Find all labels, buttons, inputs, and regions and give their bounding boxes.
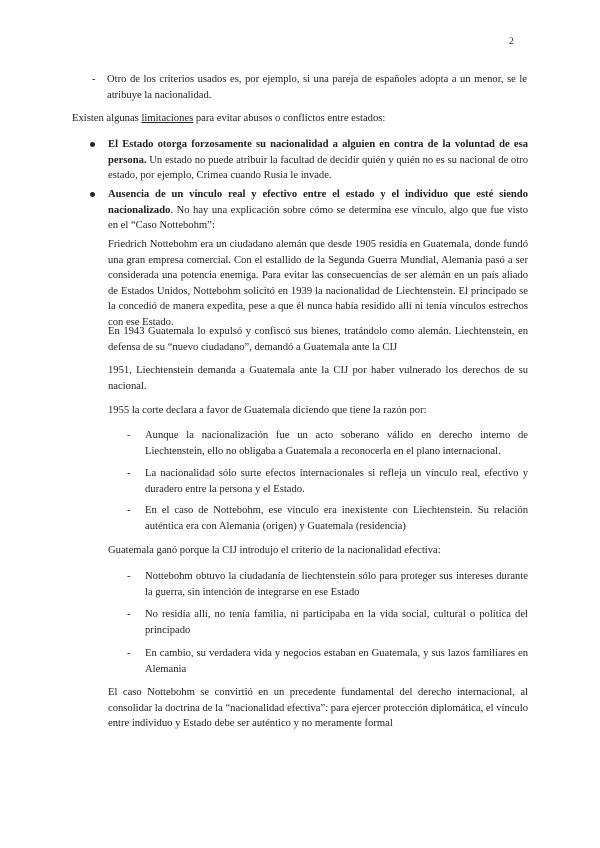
intro-before: Existen algunas	[72, 113, 142, 124]
reason-item: Aunque la nacionalización fue un acto soberano válido en derecho interno de Liechtenstein, ello no obligaba a Guatemala a reconocerla en el plano internacional.	[145, 430, 528, 457]
effective-item: Nottebohm obtuvo la ciudadanía de liechtenstein sólo para proteger sus intereses durante la guerra, sin intención de integrarse en ese Estado	[145, 571, 528, 598]
page-number: 2	[509, 37, 514, 47]
paragraph-1951-lawsuit: 1951, Liechtenstein demanda a Guatemala ante la CIJ por haber vulnerado los derechos de su nacional.	[108, 365, 528, 392]
bullet-dot-icon	[90, 192, 95, 197]
dash-marker: -	[127, 571, 131, 582]
dash-marker: -	[127, 430, 131, 441]
bullet2-rest: . No hay una explicación sobre cómo se determina ese vínculo, algo que fue visto en el “Caso Nottebohm”:	[108, 204, 528, 231]
bullet-real-link	[108, 187, 528, 234]
dash-marker: -	[92, 74, 96, 85]
effective-item: No residía allí, no tenía familia, ni participaba en la vida social, cultural o política del principado	[145, 609, 528, 636]
effective-item: En cambio, su verdadera vida y negocios estaban en Guatemala, y sus lazos familiares en Alemania	[145, 648, 528, 675]
bullet-dot-icon	[90, 142, 95, 147]
bullet2-bold: Ausencia de un vínculo real y efectivo entre el estado y el individuo que esté siendo nacionalizado	[108, 189, 528, 216]
paragraph-nottebohm-background: Friedrich Nottebohm era un ciudadano alemán que desde 1905 residía en Guatemala, donde fundó una gran empresa comercial. Con el estallido de la Segunda Guerra Mundial, Alemania pasó a ser considerada una potencia enemiga. Para evitar las consecuencias de ser alemán en un país aliado de Estados Unidos, Nottebohm solicitó en 1939 la nacionalidad de Liechtenstein. El principado se la concedió de manera expedita, pese a que él nunca había residido allí ni tenía vínculos estrechos con ese Estado.	[108, 239, 528, 328]
intro-underlined: limitaciones	[141, 113, 194, 124]
dash-marker: -	[127, 648, 131, 659]
reason-item: En el caso de Nottebohm, ese vínculo era inexistente con Liechtenstein. Su relación auténtica era con Alemania (origen) y Guatemala (residencia)	[145, 505, 528, 532]
top-item-text: Otro de los criterios usados es, por ejemplo, si una pareja de españoles adopta a un menor, se le atribuye la nacionalidad.	[107, 74, 527, 101]
limitations-intro	[72, 111, 532, 127]
paragraph-expulsion: En 1943 Guatemala lo expulsó y confiscó sus bienes, tratándolo como alemán. Liechtenstein, en defensa de su “nuevo ciudadano”, demandó a Guatemala ante la CIJ	[108, 326, 528, 353]
paragraph-1955-ruling: 1955 la corte declara a favor de Guatemala diciendo que tiene la razón por:	[108, 405, 427, 416]
dash-marker: -	[127, 468, 131, 479]
dash-marker: -	[127, 505, 131, 516]
bullet1-rest: Un estado no puede atribuir la facultad de decidir quién y quién no es su nacional de otro estado, por ejemplo, Crimea cuando Rusia le invade.	[108, 154, 528, 181]
bullet-forced-nationality	[108, 137, 528, 184]
paragraph-conclusion: El caso Nottebohm se convirtió en un precedente fundamental del derecho internacional, al consolidar la doctrina de la “nacionalidad efectiva”: para ejercer protección diplomática, el vínculo entre individuo y Estado debe ser auténtico y no meramente formal	[108, 687, 528, 729]
bullet1-bold: El Estado otorga forzosamente su nacionalidad a alguien en contra de la voluntad de esa persona.	[108, 139, 528, 166]
dash-marker: -	[127, 609, 131, 620]
paragraph-effective-nationality: Guatemala ganó porque la CIJ introdujo el criterio de la nacionalidad efectiva:	[108, 545, 441, 556]
reason-item: La nacionalidad sólo surte efectos internacionales si refleja un vínculo real, efectivo y duradero entre la persona y el Estado.	[145, 468, 528, 495]
intro-after: para evitar abusos o conflictos entre estados:	[193, 113, 386, 124]
